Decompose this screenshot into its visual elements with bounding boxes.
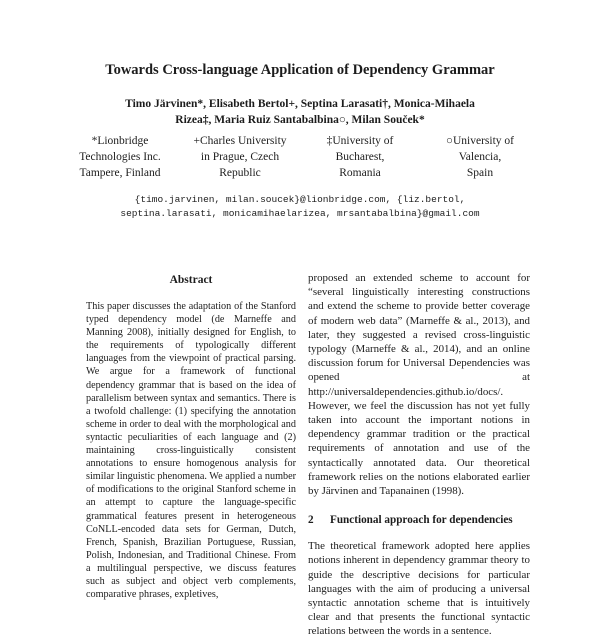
- affiliation-line: Bucharest,: [335, 151, 385, 163]
- paper-title: Towards Cross-language Application of Dependency Grammar: [105, 62, 495, 78]
- author-line: Timo Järvinen*, Elisabeth Bertol+, Septina Larasati†, Monica-Mihaela: [125, 98, 475, 110]
- affiliation-valencia: [420, 133, 540, 181]
- affiliation-line: Tampere, Finland: [79, 167, 161, 179]
- affiliation-line: Spain: [466, 167, 494, 179]
- left-column: [86, 274, 296, 601]
- affiliation-line: in Prague, Czech: [200, 151, 280, 163]
- affiliation-line: ○University of: [446, 135, 514, 147]
- affiliation-charles-university: [180, 133, 300, 181]
- affiliation-bucharest: [300, 133, 420, 181]
- affiliation-line: ‡University of: [326, 135, 394, 147]
- section-title: Functional approach for dependencies: [330, 514, 513, 527]
- section-number: 2: [308, 514, 314, 527]
- section-paragraph: The theoretical framework adopted here applies notions inherent in dependency grammar theory to guide the descriptive decisions for particular languages with the aim of producing a universal syntactic annotation scheme that is intuitively clear and that presents the functional syntactic relations between the words in a sentence.: [308, 540, 530, 638]
- abstract-text: This paper discusses the adaptation of the Stanford typed dependency model (de Marneffe and Manning 2008), initially designed for English, to the requirements of typologically different languages from the viewpoint of practical parsing. We argue for a framework of functional dependency grammar that is based on the idea of parallelism between syntax and semantics. There is a twofold challenge: (1) specifying the annotation scheme in order to deal with the morphological and syntactic peculiarities of each language and (2) maintaining cross-linguistically consistent annotations to ensure homogenous analysis for similar linguistic phenomena. We applied a number of modifications to the original Stanford scheme in an attempt to capture the language-specific grammatical features present in heterogeneous CoNLL-encoded data sets for German, Dutch, French, Spanish, Brazilian Portuguese, Russian, Polish, Indonesian, and Traditional Chinese. From a multilingual perspective, we discuss features such as subject and object verb complements, comparative phrases, expletives,: [86, 301, 296, 601]
- right-column: [308, 271, 530, 639]
- affiliation-line: +Charles University: [193, 135, 287, 147]
- affiliation-lionbridge: [60, 133, 180, 181]
- email-line: septina.larasati, monicamihaelarizea, mrsantabalbina}@gmail.com: [120, 208, 480, 219]
- author-line: Rizea‡, Maria Ruiz Santabalbina○, Milan Souček*: [175, 114, 425, 126]
- affiliation-line: *Lionbridge: [91, 135, 149, 147]
- section-heading: [308, 514, 530, 527]
- affiliation-line: Technologies Inc.: [79, 151, 161, 163]
- author-list: [60, 96, 540, 128]
- affiliation-line: Republic: [219, 167, 261, 179]
- affiliation-line: Valencia,: [458, 151, 502, 163]
- email-line: {timo.jarvinen, milan.soucek}@lionbridge.com, {liz.bertol,: [134, 194, 466, 205]
- affiliation-line: Romania: [339, 167, 381, 179]
- intro-paragraph: proposed an extended scheme to account for “several linguistically interesting constructions and extend the scheme to provide better coverage of modern web data” (Marneffe & al., 2013), and later, they suggested a revised cross-linguistic typology (Marneffe & al., 2014), and an online discussion forum for Universal Dependencies was opened at http://universaldependencies.github.io/docs/. However, we feel the discussion has not yet fully taken into account the important notions in dependency grammar tradition or the practical requirements of annotation and use of the syntactically annotated data. Our theoretical framework relies on the notions elaborated earlier by Järvinen and Tapanainen (1998).: [308, 272, 530, 498]
- author-emails: [60, 193, 540, 221]
- abstract-heading: Abstract: [169, 274, 213, 286]
